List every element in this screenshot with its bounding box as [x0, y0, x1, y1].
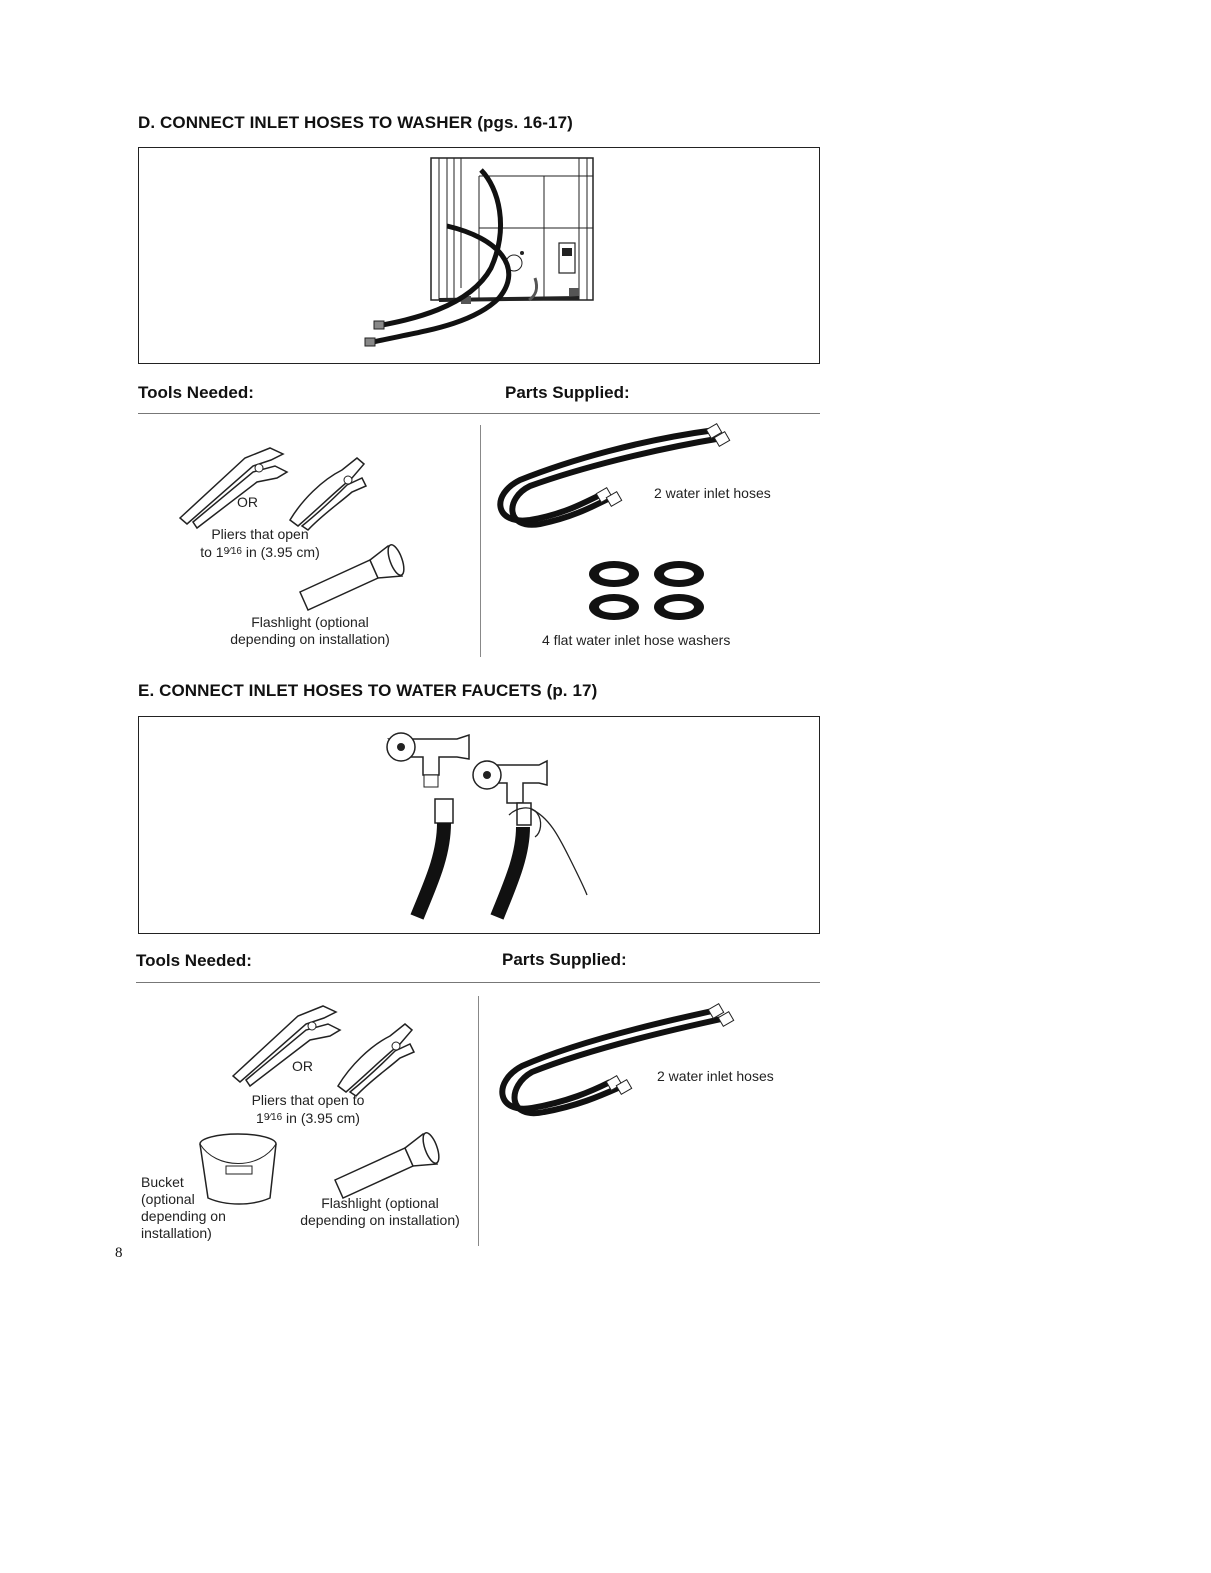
section-d-title: D. CONNECT INLET HOSES TO WASHER (pgs. 16-17) [138, 113, 573, 132]
section-e-flashlight-caption-line1: Flashlight (optional [321, 1195, 439, 1211]
section-e-groove-joint-pliers-icon [330, 1016, 420, 1096]
washer-rear-hoses-illustration [139, 148, 821, 365]
section-e-divider [136, 982, 820, 983]
section-d-hoses-label: 2 water inlet hoses [654, 485, 771, 501]
section-d-divider [138, 413, 820, 414]
section-d-pliers-fraction: 9⁄16 [223, 546, 242, 557]
section-d-pliers-prefix: to 1 [200, 544, 224, 560]
section-e-pliers-suffix: in (3.95 cm) [282, 1110, 360, 1126]
faucet-illustration-frame [138, 716, 820, 934]
section-d-tools-heading: Tools Needed: [138, 383, 254, 402]
section-d-pliers-suffix: in (3.95 cm) [241, 544, 320, 560]
section-e-water-inlet-hoses-icon [492, 996, 752, 1126]
section-d-hose-washers-icon [584, 557, 724, 627]
section-e-flashlight-caption [275, 1195, 485, 1229]
section-d-water-inlet-hoses-icon [490, 420, 740, 540]
section-e-hoses-label: 2 water inlet hoses [657, 1068, 774, 1084]
section-d-flashlight-caption [205, 614, 415, 648]
section-e-parts-heading: Parts Supplied: [502, 950, 627, 969]
section-d-groove-joint-pliers-icon [282, 450, 372, 530]
section-d-flashlight-caption-line2: depending on installation) [230, 631, 390, 647]
section-d-column-divider [480, 425, 481, 657]
section-d-washers-label: 4 flat water inlet hose washers [542, 632, 731, 648]
section-e-pliers-prefix: 1 [256, 1110, 264, 1126]
bucket-caption-line3: depending on [141, 1208, 226, 1224]
section-e-tools-heading: Tools Needed: [136, 951, 252, 970]
section-d-pliers-caption-line1: Pliers that open [211, 526, 309, 542]
washer-rear-illustration-frame [138, 147, 820, 364]
section-d-flashlight-icon [292, 542, 412, 612]
section-e-title: E. CONNECT INLET HOSES TO WATER FAUCETS (p. 17) [138, 681, 598, 700]
section-d-parts-heading: Parts Supplied: [505, 383, 630, 402]
page-number: 8 [115, 1245, 123, 1261]
section-e-flashlight-icon [327, 1130, 447, 1200]
section-e-or-label: OR [292, 1058, 313, 1074]
section-d-flashlight-caption-line1: Flashlight (optional [251, 614, 369, 630]
bucket-caption-line4: installation) [141, 1225, 212, 1241]
section-e-pliers-caption [228, 1092, 388, 1127]
section-e-pliers-caption-line2 [228, 1109, 388, 1127]
section-e-flashlight-caption-line2: depending on installation) [300, 1212, 460, 1228]
bucket-caption-line1: Bucket [141, 1174, 184, 1190]
section-d-or-label: OR [237, 494, 258, 510]
bucket-caption [141, 1174, 226, 1242]
section-e-pliers-caption-line1: Pliers that open to [251, 1092, 365, 1108]
faucet-hose-connection-illustration [139, 717, 821, 935]
bucket-caption-line2: (optional [141, 1191, 195, 1207]
section-e-pliers-fraction: 9⁄16 [263, 1112, 283, 1123]
section-d-slip-joint-pliers-icon [175, 438, 295, 528]
